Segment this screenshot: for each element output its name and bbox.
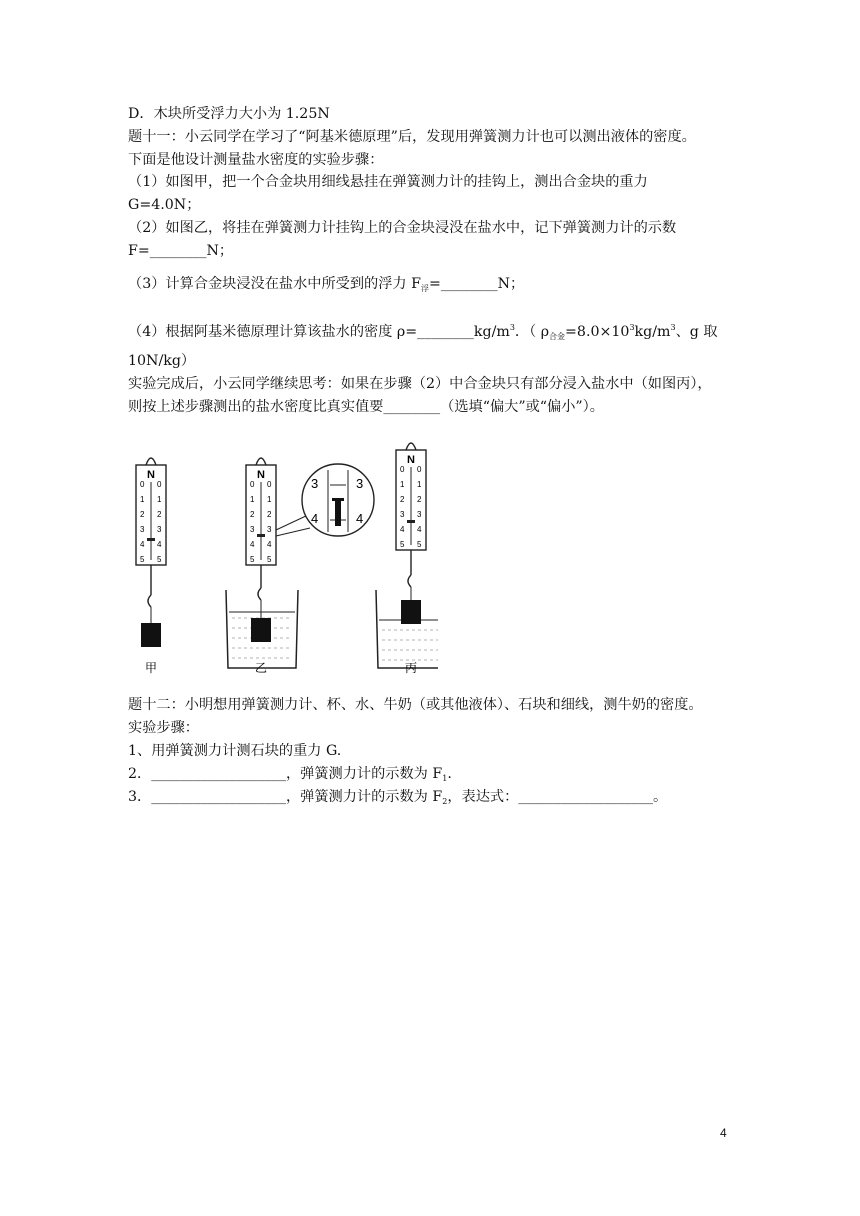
text-line: F=________N； [128,243,234,259]
text-segment: ．（ ρ [514,324,550,340]
svg-text:1: 1 [157,495,162,504]
scale-jia [136,458,166,675]
text-segment: . [447,766,452,782]
svg-text:4: 4 [356,511,364,526]
svg-text:4: 4 [157,540,162,549]
svg-text:4: 4 [140,540,145,549]
text-line: （2）如图乙，将挂在弹簧测力计挂钩上的合金块浸没在盐水中，记下弹簧测力计的示数 [128,220,677,236]
text-line: 则按上述步骤测出的盐水密度比真实值要________（选填“偏大”或“偏小”）。 [128,399,604,415]
text-segment: ，表达式：___________________。 [447,789,668,805]
svg-text:4: 4 [250,540,255,549]
superscript: 3 [629,323,635,332]
subscript: 2 [442,797,448,806]
svg-text:N: N [257,469,265,481]
svg-text:4: 4 [417,525,422,534]
text-line: D．木块所受浮力大小为 1.25N [128,106,330,122]
text-line: 实验完成后，小云同学继续思考：如果在步骤（2）中合金块只有部分浸入盐水中（如图丙）， [128,376,712,392]
svg-text:0: 0 [157,480,162,489]
unit-n: N [147,469,155,481]
svg-text:3: 3 [400,510,405,519]
svg-text:0: 0 [400,465,405,474]
svg-text:4: 4 [267,540,272,549]
text-segment: =8.0×10 [565,324,630,340]
svg-text:2: 2 [250,510,255,519]
svg-text:4: 4 [311,511,319,526]
svg-text:0: 0 [267,480,272,489]
svg-text:N: N [407,454,415,466]
text-line: （1）如图甲，把一个合金块用细线悬挂在弹簧测力计的挂钩上，测出合金块的重力 [128,174,648,190]
text-segment: =________N； [428,276,525,292]
svg-text:5: 5 [157,555,162,564]
svg-text:2: 2 [400,495,405,504]
svg-text:1: 1 [400,480,405,489]
svg-text:1: 1 [267,495,272,504]
text-line [128,787,667,812]
svg-text:5: 5 [250,555,255,564]
svg-text:0: 0 [140,480,145,489]
text-line [128,764,452,789]
superscript: 3 [670,323,676,332]
svg-text:3: 3 [250,525,255,534]
text-segment: kg/m [634,324,671,340]
svg-text:0: 0 [250,480,255,489]
svg-text:5: 5 [267,555,272,564]
text-line: 实验步骤： [128,720,199,736]
label-yi: 乙 [254,661,268,675]
text-segment: 3．___________________，弹簧测力计的示数为 F [128,789,443,805]
subscript: 1 [442,774,448,783]
scale-bing [376,443,438,675]
label-jia: 甲 [144,661,158,675]
subscript: 合金 [549,332,566,341]
text-line: 下面是他设计测量盐水密度的实验步骤： [128,152,384,168]
page-number: 4 [720,1126,727,1140]
label-bing: 丙 [404,661,418,675]
svg-text:2: 2 [417,495,422,504]
text-segment: （4）根据阿基米德原理计算该盐水的密度 ρ=________kg/m [128,324,510,340]
zoom-bubble [302,464,374,536]
svg-text:3: 3 [140,525,145,534]
scale-yi [226,458,310,675]
svg-text:2: 2 [267,510,272,519]
svg-text:0: 0 [417,465,422,474]
text-line [128,274,524,299]
text-line: 题十二：小明想用弹簧测力计、杯、水、牛奶（或其他液体）、石块和细线，测牛奶的密度。 [128,697,703,713]
svg-text:3: 3 [267,525,272,534]
superscript: 3 [509,323,515,332]
text-line [128,318,718,347]
text-line: 题十一：小云同学在学习了“阿基米德原理”后，发现用弹簧测力计也可以测出液体的密度。 [128,129,696,145]
text-line: 10N/kg） [128,353,196,369]
svg-text:1: 1 [250,495,255,504]
svg-text:1: 1 [140,495,145,504]
svg-text:3: 3 [356,476,364,491]
text-segment: （3）计算合金块浸没在盐水中所受到的浮力 F [128,276,421,292]
svg-text:2: 2 [157,510,162,519]
svg-text:5: 5 [140,555,145,564]
svg-text:1: 1 [417,480,422,489]
svg-text:3: 3 [311,476,319,491]
text-line: 1、用弹簧测力计测石块的重力 G. [128,743,342,759]
subscript: 浮 [420,284,429,293]
svg-text:2: 2 [140,510,145,519]
svg-text:5: 5 [417,540,422,549]
svg-text:4: 4 [400,525,405,534]
text-segment: 2．___________________，弹簧测力计的示数为 F [128,766,443,782]
svg-text:3: 3 [417,510,422,519]
text-line: G=4.0N； [128,197,201,213]
svg-text:3: 3 [157,525,162,534]
svg-text:5: 5 [400,540,405,549]
spring-scale-figure [128,440,438,680]
text-segment: 、g 取 [675,324,718,340]
